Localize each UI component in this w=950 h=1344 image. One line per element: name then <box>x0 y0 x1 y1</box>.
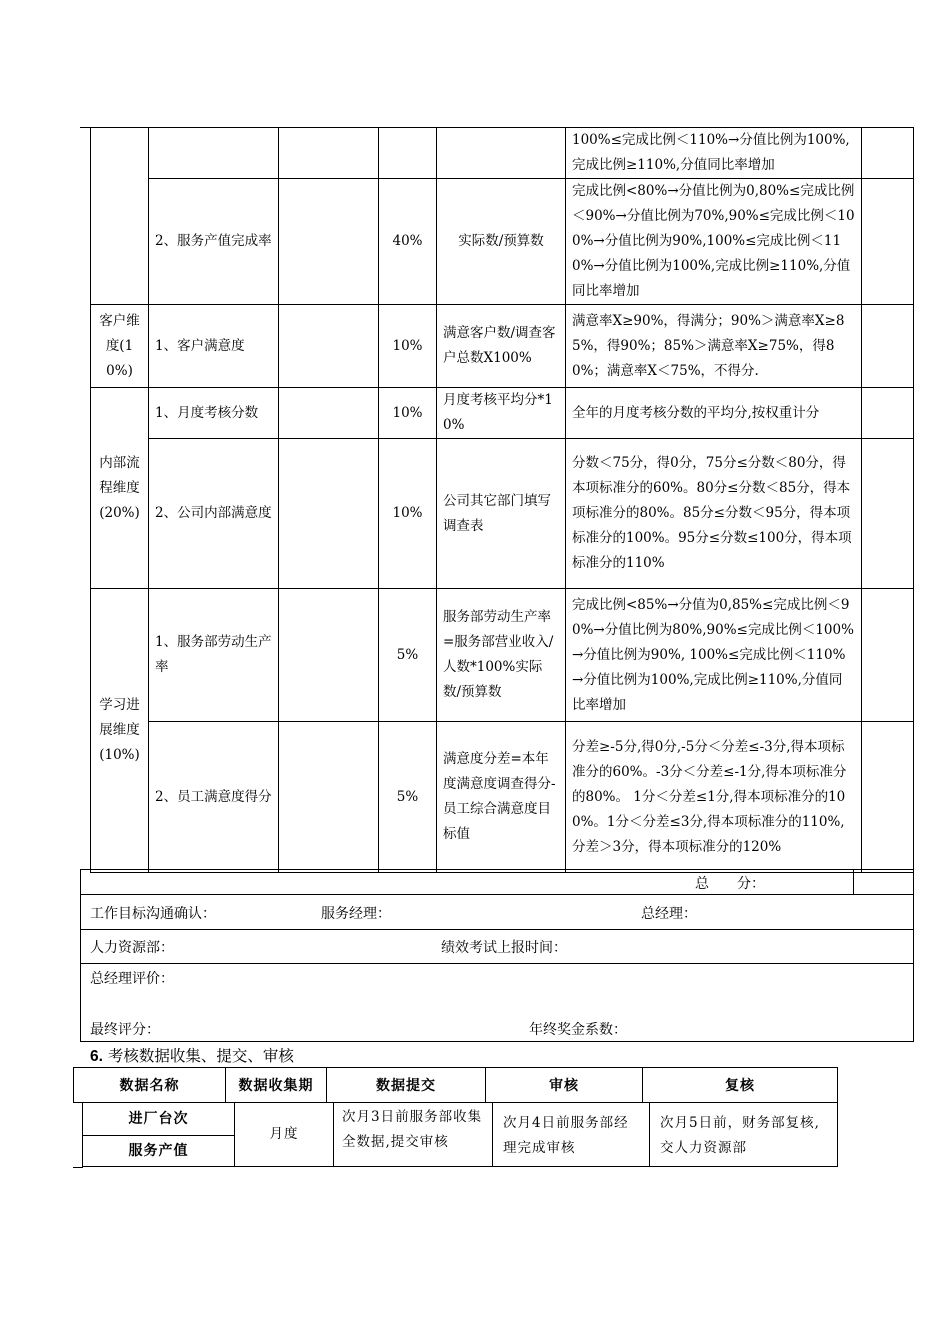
formula-cell: 实际数/预算数 <box>437 179 566 305</box>
item-cell: 1、服务部劳动生产率 <box>149 589 279 722</box>
kpi-table <box>90 127 914 873</box>
score-cell <box>862 589 914 722</box>
table-row <box>91 305 914 388</box>
item-cell <box>149 128 279 179</box>
standard-cell: 100%≤完成比例＜110%→分值比例为100%,完成比例≥110%,分值同比率增加 <box>566 128 862 179</box>
gm-review-label: 总经理评价： <box>90 971 174 987</box>
bonus-coef-label: 年终奖金系数： <box>529 1022 627 1038</box>
item-cell: 2、员工满意度得分 <box>149 722 279 873</box>
weight-cell: 40% <box>379 179 437 305</box>
weight-cell: 10% <box>379 305 437 388</box>
header-data-submit: 数据提交 <box>326 1067 486 1103</box>
review-cell: 次月4日前服务部经理完成审核 <box>492 1102 650 1167</box>
formula-cell: 月度考核平均分*10% <box>437 388 566 439</box>
item-cell: 1、客户满意度 <box>149 305 279 388</box>
formula-cell <box>437 128 566 179</box>
standard-cell: 分差≥-5分,得0分,-5分＜分差≤-3分,得本项标准分的60%。-3分＜分差≤-1分,得本项标准分的80%。 1分＜分差≤1分,得本项标准分的100%。1分＜分差≤3分,得本项标准分的110%,分差＞3分，得本项标准分的120% <box>566 722 862 873</box>
table-row <box>91 128 914 179</box>
score-cell <box>862 439 914 589</box>
data-collection-table <box>73 1067 838 1167</box>
header-review: 审核 <box>485 1067 643 1103</box>
score-cell <box>862 179 914 305</box>
table-row <box>91 439 914 589</box>
dimension-cell: 客户维度(10%) <box>91 305 149 388</box>
table-row <box>91 179 914 305</box>
formula-cell: 满意客户数/调查客户总数X100% <box>437 305 566 388</box>
standard-cell: 满意率X≥90%，得满分；90%＞满意率X≥85%，得90%；85%＞满意率X≥75%，得80%；满意率X＜75%，不得分. <box>566 305 862 388</box>
dimension-cell <box>91 128 149 305</box>
standard-cell: 全年的月度考核分数的平均分,按权重计分 <box>566 388 862 439</box>
target-cell <box>279 722 379 873</box>
weight-cell: 5% <box>379 722 437 873</box>
target-cell <box>279 128 379 179</box>
target-cell <box>279 179 379 305</box>
table-row <box>91 589 914 722</box>
submit-cell: 次月3日前服务部收集全数据,提交审核 <box>333 1102 493 1167</box>
dimension-cell: 学习进展维度(10%) <box>91 589 149 873</box>
review-row <box>80 963 914 1042</box>
standard-cell: 分数＜75分，得0分，75分≤分数＜80分，得本项标准分的60%。80分≤分数＜85分，得本项标准分的80%。85分≤分数＜95分，得本项标准分的100%。95分≤分数≤100分，得本项标准分的110% <box>566 439 862 589</box>
standard-cell: 完成比例<80%→分值比例为0,80%≤完成比例＜90%→分值比例为70%,90%≤完成比例＜100%→分值比例为90%,100%≤完成比例＜110%→分值比例为100%,完成比例≥110%,分值同比率增加 <box>566 179 862 305</box>
weight-cell <box>379 128 437 179</box>
formula-cell: 公司其它部门填写调查表 <box>437 439 566 589</box>
standard-cell: 完成比例<85%→分值为0,85%≤完成比例＜90%→分值比例为80%,90%≤完成比例＜100%→分值比例为90%, 100%≤完成比例＜110%→分值比例为100%,完成比例≥110%,分值同比率增加 <box>566 589 862 722</box>
dimension-cell: 内部流程维度(20%) <box>91 388 149 589</box>
total-divider <box>853 870 854 894</box>
margin-tick-top <box>80 127 90 128</box>
header-collection-period: 数据收集期 <box>225 1067 327 1103</box>
section-title-text: 考核数据收集、提交、审核 <box>107 1047 294 1065</box>
score-cell <box>862 722 914 873</box>
target-cell <box>279 388 379 439</box>
weight-cell: 10% <box>379 388 437 439</box>
table-row <box>91 722 914 873</box>
final-score-label: 最终评分： <box>90 1022 160 1038</box>
formula-cell: 服务部劳动生产率=服务部营业收入/人数*100%实际数/预算数 <box>437 589 566 722</box>
hr-row <box>80 929 914 964</box>
table-row <box>91 388 914 439</box>
period-cell: 月度 <box>234 1102 334 1167</box>
formula-cell: 满意度分差=本年度满意度调查得分-员工综合满意度目标值 <box>437 722 566 873</box>
header-recheck: 复核 <box>642 1067 838 1103</box>
total-label: 总 分： <box>695 876 765 892</box>
report-time-label: 绩效考试上报时间： <box>441 940 567 956</box>
margin-tick-bottom <box>73 1167 83 1168</box>
target-cell <box>279 305 379 388</box>
service-manager-label: 服务经理： <box>321 906 391 922</box>
item-cell: 2、公司内部满意度 <box>149 439 279 589</box>
general-manager-label: 总经理： <box>641 906 697 922</box>
confirmation-row <box>80 894 914 930</box>
score-cell <box>862 305 914 388</box>
score-cell <box>862 128 914 179</box>
item-cell: 2、服务产值完成率 <box>149 179 279 305</box>
target-cell <box>279 589 379 722</box>
weight-cell: 10% <box>379 439 437 589</box>
hr-label: 人力资源部： <box>90 940 174 956</box>
data-name-cell: 服务产值 <box>82 1135 235 1167</box>
data-name-cell: 进厂台次 <box>82 1102 235 1136</box>
score-cell <box>862 388 914 439</box>
target-cell <box>279 439 379 589</box>
total-row <box>80 869 914 895</box>
recheck-cell: 次月5日前，财务部复核,交人力资源部 <box>649 1102 838 1167</box>
section-title <box>90 1044 294 1066</box>
header-data-name: 数据名称 <box>73 1067 226 1103</box>
weight-cell: 5% <box>379 589 437 722</box>
section-number: 6. <box>90 1048 103 1065</box>
item-cell: 1、月度考核分数 <box>149 388 279 439</box>
confirm-label: 工作目标沟通确认： <box>90 906 216 922</box>
